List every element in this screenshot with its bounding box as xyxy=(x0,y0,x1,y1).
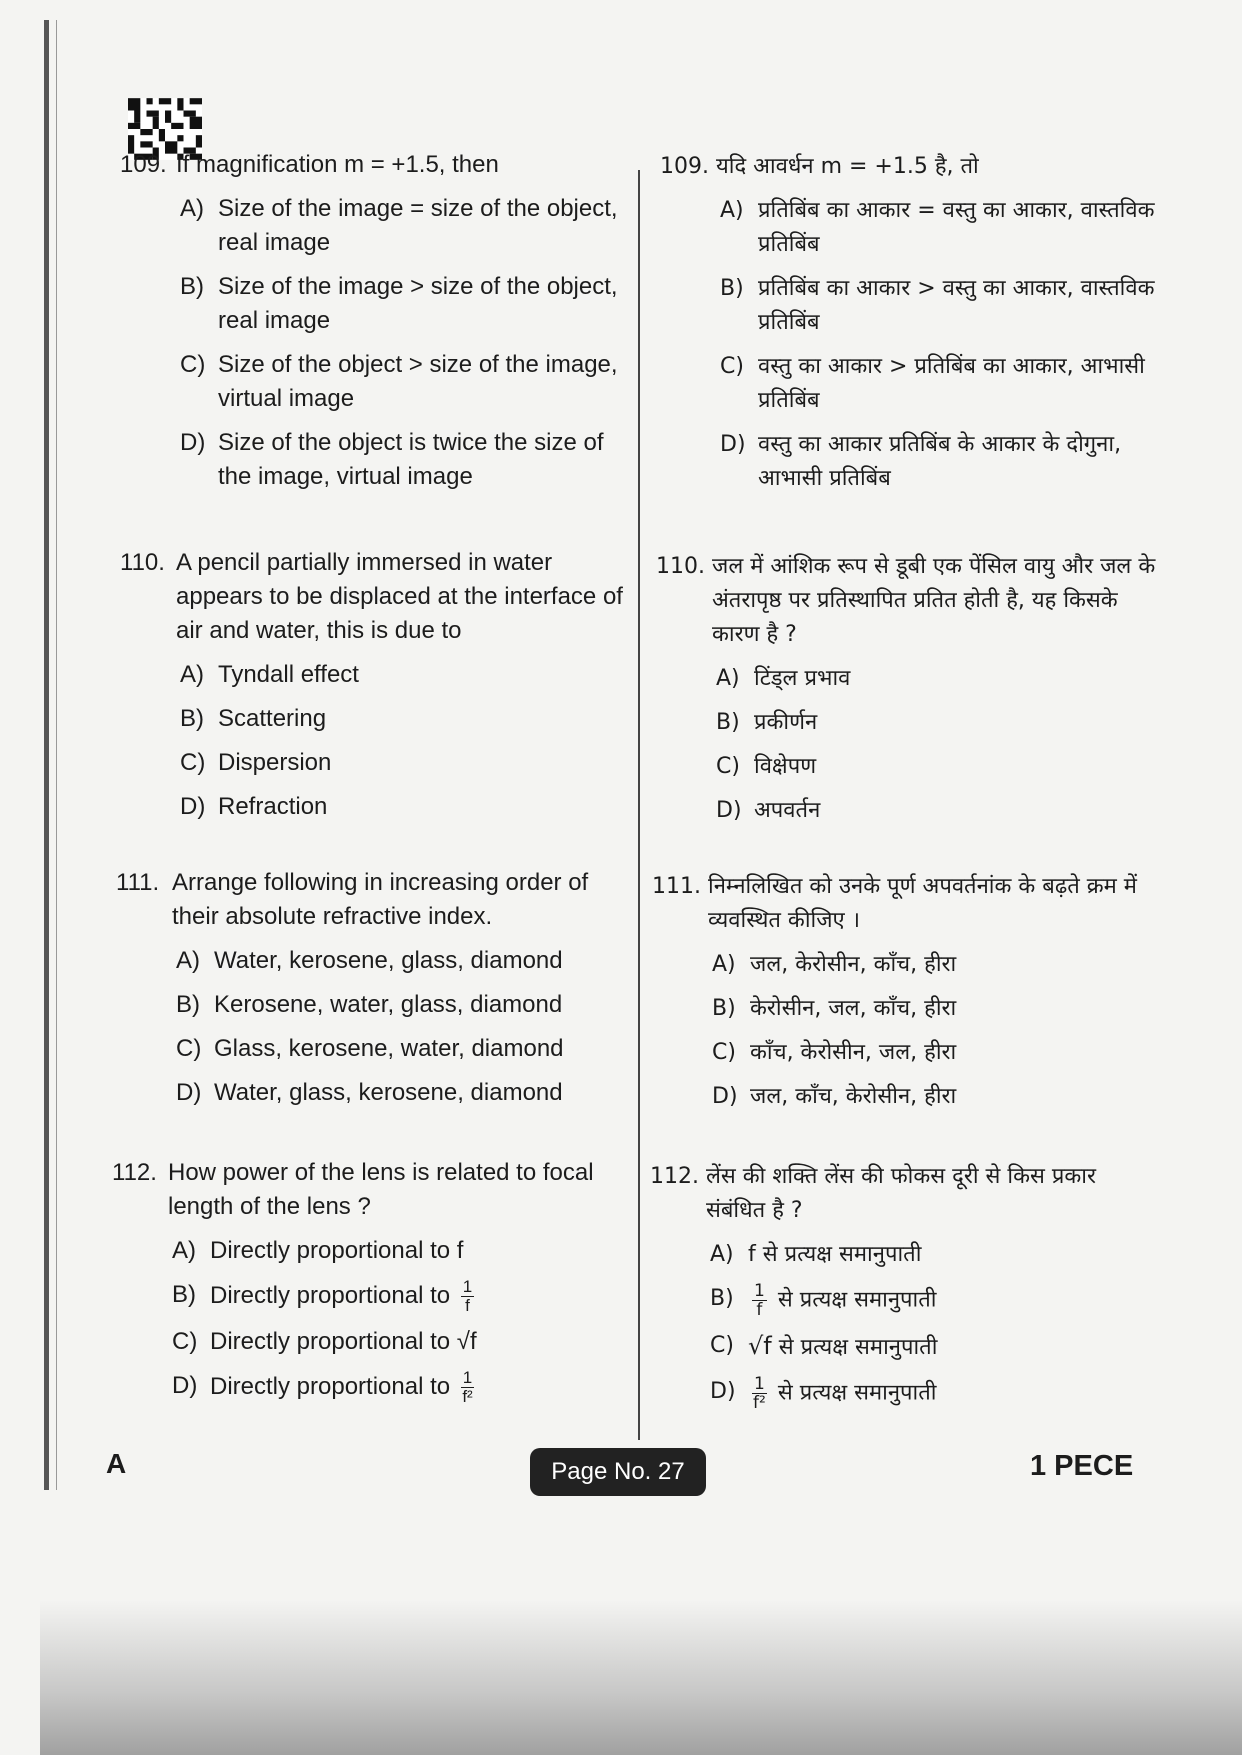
question-110-en xyxy=(120,546,640,824)
option-b[interactable]: B) प्रकीर्णन xyxy=(716,710,818,735)
option-c[interactable]: C) Directly proportional to √f xyxy=(172,1328,477,1355)
question-number: 112. xyxy=(112,1159,157,1186)
question-text: जल में आंशिक रूप से डूबी एक पेंसिल वायु और जल के अंतरापृष्ठ पर प्रतिस्थापित प्रतित होती है, यह किसके कारण है ? xyxy=(712,554,1156,647)
option-a[interactable]: A) Water, kerosene, glass, diamond xyxy=(176,947,563,974)
fraction: $\frac{1}{\text{f²}}$ xyxy=(753,1374,766,1413)
set-label: A xyxy=(106,1448,127,1479)
option-a[interactable]: A) Tyndall effect xyxy=(180,661,359,688)
question-number: 110. xyxy=(656,554,705,579)
question-number: 112. xyxy=(650,1164,699,1189)
fraction: $\frac{1}{f}$ xyxy=(462,1277,473,1315)
page-number-badge: Page No. 27 xyxy=(530,1448,706,1496)
question-text: A pencil partially immersed in water appears to be displaced at the interface of air and water, this is due to xyxy=(176,549,623,644)
question-110-hi xyxy=(656,550,1160,828)
option-c[interactable]: C) Size of the object > size of the image, virtual image xyxy=(180,351,618,412)
option-b[interactable]: B) प्रतिबिंब का आकार > वस्तु का आकार, वास्तविक प्रतिबिंब xyxy=(720,276,1155,335)
question-111-hi xyxy=(652,870,1160,1114)
option-c[interactable]: C) Glass, kerosene, water, diamond xyxy=(176,1035,564,1062)
option-a[interactable]: A) Size of the image = size of the object, real image xyxy=(180,195,618,256)
question-112-hi xyxy=(650,1160,1160,1412)
square-root: √f xyxy=(456,1328,477,1355)
option-a[interactable]: A) Directly proportional to f xyxy=(172,1237,464,1264)
option-b[interactable]: B) Scattering xyxy=(180,705,327,732)
question-109-en xyxy=(120,148,640,494)
option-d[interactable]: D) जल, काँच, केरोसीन, हीरा xyxy=(712,1084,957,1109)
question-number: 110. xyxy=(120,549,165,576)
option-d[interactable]: D) $\frac{1}{\text{f²}}$ से प्रत्यक्ष समानुपाती xyxy=(710,1374,937,1413)
option-c[interactable]: C) Dispersion xyxy=(180,749,332,776)
option-b[interactable]: B) $\frac{1}{f}$ से प्रत्यक्ष समानुपाती xyxy=(710,1281,937,1320)
option-c[interactable]: C) वस्तु का आकार > प्रतिबिंब का आकार, आभासी प्रतिबिंब xyxy=(720,354,1145,413)
option-d[interactable]: D) Size of the object is twice the size of the image, virtual image xyxy=(180,429,604,490)
option-b[interactable]: B) Kerosene, water, glass, diamond xyxy=(176,991,563,1018)
option-a[interactable]: A) टिंड्ल प्रभाव xyxy=(716,666,851,691)
question-112-en xyxy=(112,1156,640,1406)
option-d[interactable]: D) अपवर्तन xyxy=(716,798,821,823)
question-text: लेंस की शक्ति लेंस की फोकस दूरी से किस प्रकार संबंधित है ? xyxy=(706,1164,1096,1223)
binding-edge-inner xyxy=(56,20,57,1490)
option-a[interactable]: A) जल, केरोसीन, काँच, हीरा xyxy=(712,952,957,977)
question-109-hi xyxy=(660,150,1160,496)
option-d[interactable]: D) Refraction xyxy=(180,793,328,820)
question-text: If magnification m = +1.5, then xyxy=(176,151,499,178)
fraction: $\frac{1}{f}$ xyxy=(754,1281,765,1320)
question-number: 111. xyxy=(652,874,701,899)
binding-edge xyxy=(44,20,49,1490)
question-text: How power of the lens is related to focal length of the lens ? xyxy=(168,1159,594,1220)
option-d[interactable]: D) Directly proportional to $\frac{1}{\text{f²}}$ xyxy=(172,1368,473,1406)
paper-code: 1 PECE xyxy=(1030,1450,1134,1482)
option-d[interactable]: D) वस्तु का आकार प्रतिबिंब के आकार के दोगुना, आभासी प्रतिबिंब xyxy=(720,432,1122,491)
option-b[interactable]: B) केरोसीन, जल, काँच, हीरा xyxy=(712,996,957,1021)
question-text: यदि आवर्धन m = +1.5 है, तो xyxy=(716,154,979,179)
question-text: निम्नलिखित को उनके पूर्ण अपवर्तनांक के बढ़ते क्रम में व्यवस्थित कीजिए । xyxy=(708,874,1137,933)
option-a[interactable]: A) f से प्रत्यक्ष समानुपाती xyxy=(710,1242,922,1267)
option-b[interactable]: B) Size of the image > size of the object, real image xyxy=(180,273,618,334)
scan-shadow xyxy=(40,1600,1242,1755)
option-c[interactable]: C) काँच, केरोसीन, जल, हीरा xyxy=(712,1040,957,1065)
option-a[interactable]: A) प्रतिबिंब का आकार = वस्तु का आकार, वास्तविक प्रतिबिंब xyxy=(720,198,1155,257)
question-number: 109. xyxy=(660,154,709,179)
option-c[interactable]: C) √f से प्रत्यक्ष समानुपाती xyxy=(710,1332,938,1360)
question-text: Arrange following in increasing order of their absolute refractive index. xyxy=(172,869,589,930)
option-d[interactable]: D) Water, glass, kerosene, diamond xyxy=(176,1079,563,1106)
square-root: √f xyxy=(748,1332,772,1360)
question-number: 109. xyxy=(120,151,167,178)
option-b[interactable]: B) Directly proportional to $\frac{1}{f}$ xyxy=(172,1277,473,1315)
question-number: 111. xyxy=(116,869,160,896)
option-c[interactable]: C) विक्षेपण xyxy=(716,754,817,779)
question-111-en xyxy=(116,866,640,1110)
fraction: $\frac{1}{\text{f²}}$ xyxy=(462,1368,473,1406)
